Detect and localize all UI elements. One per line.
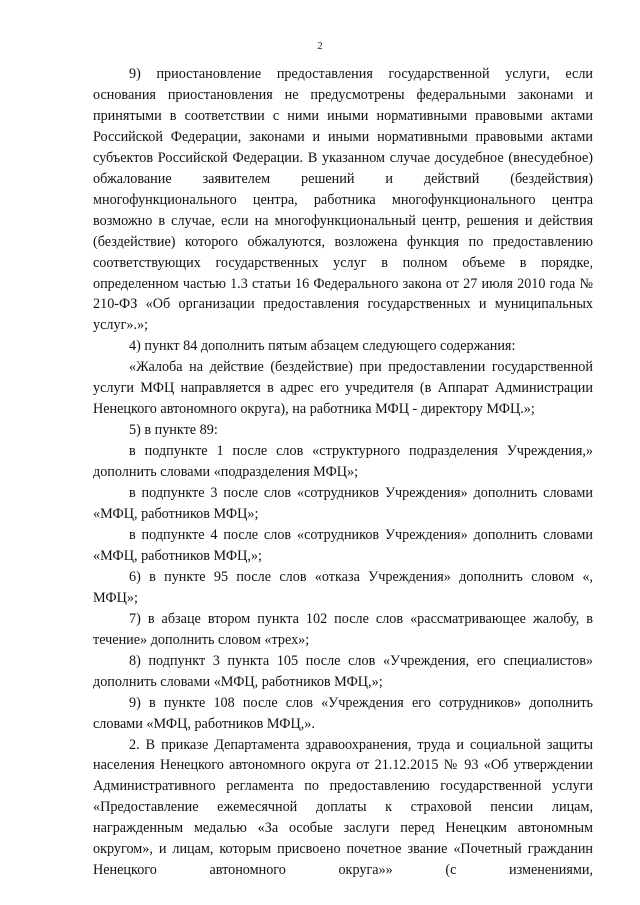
page-number: 2	[317, 40, 323, 52]
paragraph-point-95: 6) в пункте 95 после слов «отказа Учреждения» дополнить словом «, МФЦ»;	[93, 568, 593, 606]
paragraph-subpoint-1: в подпункте 1 после слов «структурного подразделения Учреждения,» дополнить словами «подразделения МФЦ»;	[93, 443, 593, 481]
paragraph-complaint-quote: «Жалоба на действие (бездействие) при предоставлении государственной услуги МФЦ направляется в адрес его учредителя (в Аппарат Администрации Ненецкого автономного округа), на работника МФЦ - директору МФЦ.»;	[93, 359, 593, 418]
paragraph-point-84: 4) пункт 84 дополнить пятым абзацем следующего содержания:	[129, 338, 516, 355]
document-body	[93, 64, 593, 881]
paragraph-point-102: 7) в абзаце втором пункта 102 после слов «рассматривающее жалобу, в течение» дополнить словом «трех»;	[93, 610, 593, 648]
paragraph-point-89: 5) в пункте 89:	[129, 422, 218, 439]
paragraph-subpoint-4: в подпункте 4 после слов «сотрудников Учреждения» дополнить словами «МФЦ, работников МФЦ,»;	[93, 526, 593, 564]
paragraph-section-2-order: 2. В приказе Департамента здравоохранения, труда и социальной защиты населения Ненецкого автономного округа от 21.12.2015 № 93 «Об утверждении Административного регламента по предоставлению государственной услуги «Предоставление ежемесячной доплаты к страховой пенсии лицам, награжденным медалью «За особые заслуги перед Ненецким автономным округом», и лицам, которым присвоено почетное звание «Почетный гражданин Ненецкого автономного округа»» (с изменениями,	[93, 736, 593, 879]
paragraph-item-9-suspension: 9) приостановление предоставления государственной услуги, если основания приостановления не предусмотрены федеральными законами и принятыми в соответствии с ними иными нормативными правовыми актами Российской Федерации, законами и иными нормативными правовыми актами субъектов Российской Федерации. В указанном случае досудебное (внесудебное) обжалование заявителем решений и действий (бездействия) многофункционального центра, работника многофункционального центра возможно в случае, если на многофункциональный центр, решения и действия (бездействие) которого обжалуются, возложена функция по предоставлению соответствующих государственных услуг в полном объеме в порядке, определенном частью 1.3 статьи 16 Федерального закона от 27 июля 2010 года № 210-ФЗ «Об организации предоставления государственных и муниципальных услуг».»;	[93, 66, 593, 334]
paragraph-point-108: 9) в пункте 108 после слов «Учреждения его сотрудников» дополнить словами «МФЦ, работников МФЦ,».	[93, 694, 593, 732]
paragraph-point-105: 8) подпункт 3 пункта 105 после слов «Учреждения, его специалистов» дополнить словами «МФЦ, работников МФЦ,»;	[93, 652, 593, 690]
paragraph-subpoint-3: в подпункте 3 после слов «сотрудников Учреждения» дополнить словами «МФЦ, работников МФЦ»;	[93, 485, 593, 523]
